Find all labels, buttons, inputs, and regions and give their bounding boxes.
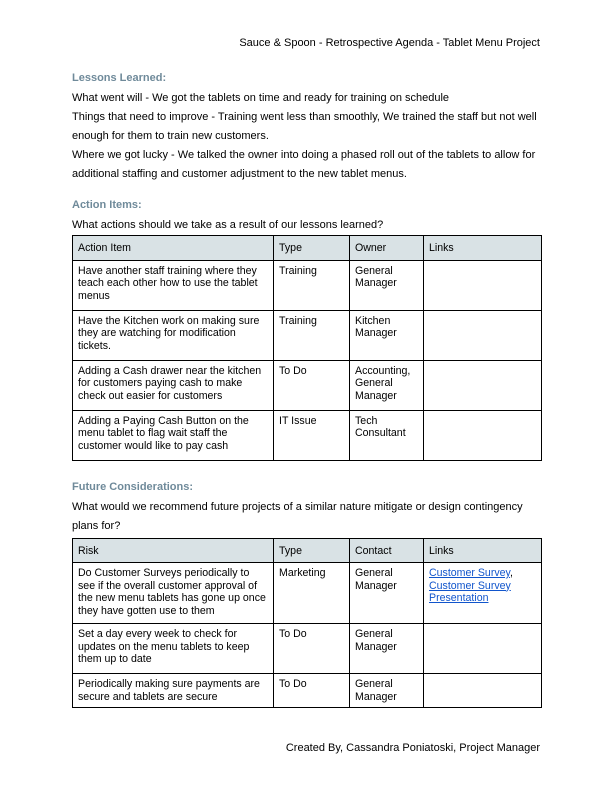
type-cell: To Do — [274, 674, 350, 708]
future-considerations-prompt: What would we recommend future projects of a similar nature mitigate or design contingency plans for? — [72, 500, 523, 532]
document-body — [72, 70, 541, 708]
links-cell — [424, 674, 542, 708]
links-cell — [424, 260, 542, 310]
document-footer-author: Created By, Cassandra Poniatoski, Project Manager — [285, 742, 540, 754]
action-item-cell: Have another staff training where they teach each other how to use the tablet menus — [73, 260, 274, 310]
table-row — [73, 360, 542, 410]
action-items-prompt: What actions should we take as a result of our lessons learned? — [72, 219, 384, 231]
risk-cell: Set a day every week to check for updates on the menu tablets to keep them up to date — [73, 624, 274, 674]
link-separator: , — [510, 567, 513, 579]
action-items-section — [72, 197, 541, 461]
table-row — [73, 260, 542, 310]
type-cell: To Do — [274, 360, 350, 410]
table-row — [73, 563, 542, 624]
customer-survey-link[interactable]: Customer Survey — [429, 567, 511, 579]
action-item-cell: Adding a Paying Cash Button on the menu tablet to flag wait staff the customer would like to pay cash — [73, 410, 274, 460]
table-row — [73, 310, 542, 360]
links-cell — [424, 360, 542, 410]
table-header-row — [73, 236, 542, 261]
links-cell — [424, 410, 542, 460]
lessons-learned-section — [72, 70, 541, 184]
column-header-links: Links — [424, 236, 542, 261]
future-considerations-heading: Future Considerations: — [72, 480, 194, 493]
contact-cell: General Manager — [350, 624, 424, 674]
action-item-cell: Adding a Cash drawer near the kitchen for customers paying cash to make check out easier for customers — [73, 360, 274, 410]
table-header-row — [73, 538, 542, 563]
type-cell: Training — [274, 260, 350, 310]
owner-cell: General Manager — [350, 260, 424, 310]
improve-text: Things that need to improve - Training went less than smoothly, We trained the staff but not well enough for them to train new customers. — [72, 111, 537, 142]
column-header-links: Links — [424, 538, 542, 563]
contact-cell: General Manager — [350, 563, 424, 624]
column-header-type: Type — [274, 538, 350, 563]
table-row — [73, 410, 542, 460]
links-cell — [424, 563, 542, 624]
type-cell: IT Issue — [274, 410, 350, 460]
owner-cell: Accounting, General Manager — [350, 360, 424, 410]
column-header-owner: Owner — [350, 236, 424, 261]
column-header-contact: Contact — [350, 538, 424, 563]
risk-cell: Periodically making sure payments are secure and tablets are secure — [73, 674, 274, 708]
lessons-learned-heading: Lessons Learned: — [72, 72, 167, 84]
action-items-heading: Action Items: — [72, 199, 142, 211]
table-row — [73, 624, 542, 674]
went-well-text: What went will - We got the tablets on time and ready for training on schedule — [72, 92, 450, 104]
type-cell: To Do — [274, 624, 350, 674]
links-cell — [424, 310, 542, 360]
future-considerations-section — [72, 479, 541, 709]
column-header-action-item: Action Item — [73, 236, 274, 261]
action-item-cell: Have the Kitchen work on making sure they are watching for modification tickets. — [73, 310, 274, 360]
owner-cell: Kitchen Manager — [350, 310, 424, 360]
column-header-risk: Risk — [73, 538, 274, 563]
document-header-title: Sauce & Spoon - Retrospective Agenda - Tablet Menu Project — [239, 37, 540, 49]
lucky-text: Where we got lucky - We talked the owner into doing a phased roll out of the tablets to allow for additional staffing and customer adjustment to the new tablet menus. — [72, 149, 536, 180]
future-considerations-table — [72, 538, 542, 709]
risk-cell: Do Customer Surveys periodically to see if the overall customer approval of the new menu tablets has gone up once they have gotten use to them — [73, 563, 274, 624]
customer-survey-presentation-link[interactable]: Customer Survey Presentation — [429, 579, 511, 604]
links-cell — [424, 624, 542, 674]
column-header-type: Type — [274, 236, 350, 261]
table-row — [73, 674, 542, 708]
type-cell: Training — [274, 310, 350, 360]
owner-cell: Tech Consultant — [350, 410, 424, 460]
type-cell: Marketing — [274, 563, 350, 624]
action-items-table — [72, 235, 542, 461]
contact-cell: General Manager — [350, 674, 424, 708]
